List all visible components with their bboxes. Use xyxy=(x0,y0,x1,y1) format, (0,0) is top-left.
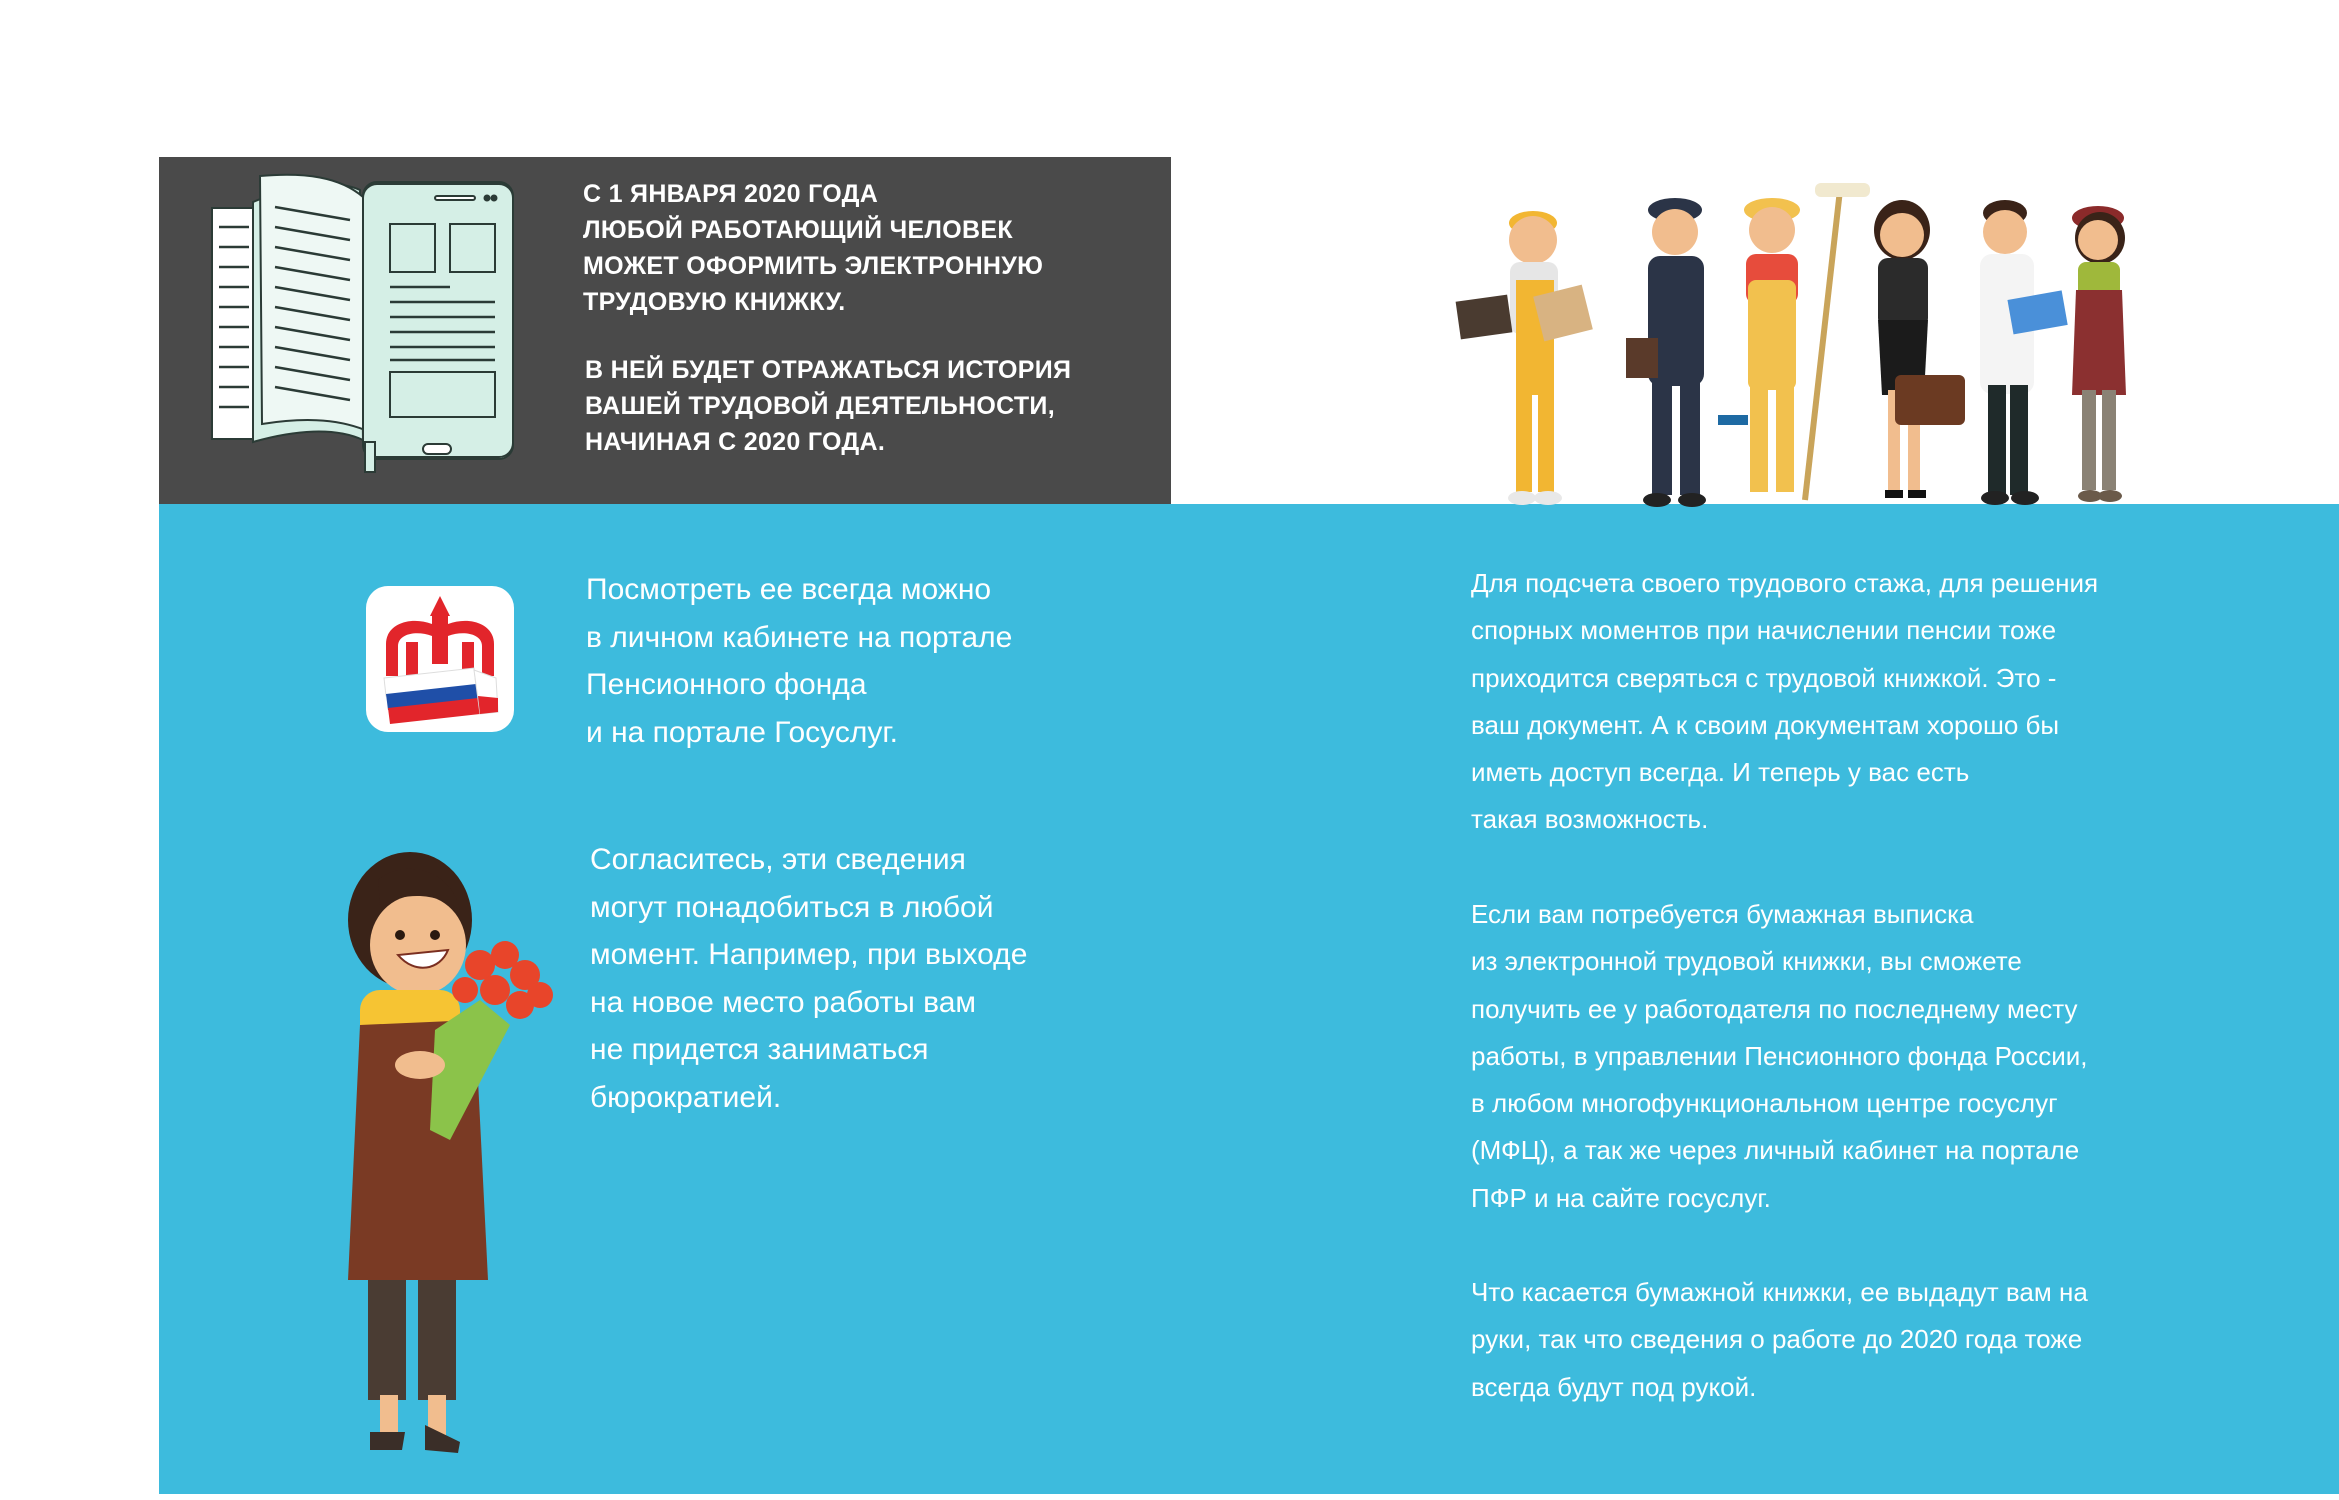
intro-text xyxy=(583,176,1043,320)
agree-line: бюрократией. xyxy=(590,1080,782,1114)
right-line: Что касается бумажной книжки, ее выдадут вам на xyxy=(1471,1277,2088,1307)
right-line: ваш документ. А к своим документам хорошо бы xyxy=(1471,709,2060,740)
right-paragraph-3 xyxy=(1471,1269,2088,1411)
right-line: из электронной трудовой книжки, вы сможете xyxy=(1471,946,2022,977)
florist-woman-illustration xyxy=(340,850,580,1465)
right-line: приходится сверяться с трудовой книжкой. Это - xyxy=(1471,662,2057,693)
right-line: спорных моментов при начислении пенсии тоже xyxy=(1471,615,2057,646)
right-line: такая возможность. xyxy=(1471,804,1709,835)
agree-line: момент. Например, при выходе xyxy=(590,938,1028,971)
access-line: в личном кабинете на портале xyxy=(586,620,1013,654)
right-line: всегда будут под рукой. xyxy=(1471,1371,1757,1402)
right-paragraph-1 xyxy=(1471,560,2098,844)
agree-line: могут понадобиться в любой xyxy=(590,890,994,924)
history-line: ВАШЕЙ ТРУДОВОЙ ДЕЯТЕЛЬНОСТИ, xyxy=(585,392,1055,420)
access-line: и на портале Госуслуг. xyxy=(586,715,898,749)
intro-line: ЛЮБОЙ РАБОТАЮЩИЙ ЧЕЛОВЕК xyxy=(583,216,1013,244)
history-line: НАЧИНАЯ С 2020 ГОДА. xyxy=(585,428,886,456)
access-text xyxy=(586,566,1012,756)
intro-line: ТРУДОВУЮ КНИЖКУ. xyxy=(583,288,846,316)
right-line: (МФЦ), а так же через личный кабинет на портале xyxy=(1471,1135,2080,1166)
history-line: В НЕЙ БУДЕТ ОТРАЖАТЬСЯ ИСТОРИЯ xyxy=(585,356,1072,384)
right-line: получить ее у работодателя по последнему месту xyxy=(1471,993,2078,1024)
right-line: работы, в управлении Пенсионного фонда России, xyxy=(1471,1040,2088,1071)
history-text xyxy=(585,352,1071,460)
intro-line: МОЖЕТ ОФОРМИТЬ ЭЛЕКТРОННУЮ xyxy=(583,252,1044,280)
workers-group-illustration xyxy=(1450,180,2150,510)
right-line: руки, так что сведения о работе до 2020 года тоже xyxy=(1471,1324,2083,1355)
pension-fund-logo-icon xyxy=(366,586,514,732)
book-and-phone-illustration xyxy=(205,172,525,477)
access-line: Посмотреть ее всегда можно xyxy=(586,573,992,606)
right-line: Если вам потребуется бумажная выписка xyxy=(1471,899,1974,929)
right-line: Для подсчета своего трудового стажа, для решения xyxy=(1471,568,2099,598)
agree-text xyxy=(590,836,1027,1121)
access-line: Пенсионного фонда xyxy=(586,668,867,701)
agree-line: не придется заниматься xyxy=(590,1033,929,1066)
right-paragraph-2 xyxy=(1471,891,2088,1222)
intro-line: С 1 ЯНВАРЯ 2020 ГОДА xyxy=(583,180,879,208)
right-line: в любом многофункциональном центре госуслуг xyxy=(1471,1088,2058,1119)
agree-line: на новое место работы вам xyxy=(590,985,977,1019)
right-line: ПФР и на сайте госуслуг. xyxy=(1471,1182,1771,1213)
agree-line: Согласитесь, эти сведения xyxy=(590,843,966,876)
right-line: иметь доступ всегда. И теперь у вас есть xyxy=(1471,757,1970,788)
